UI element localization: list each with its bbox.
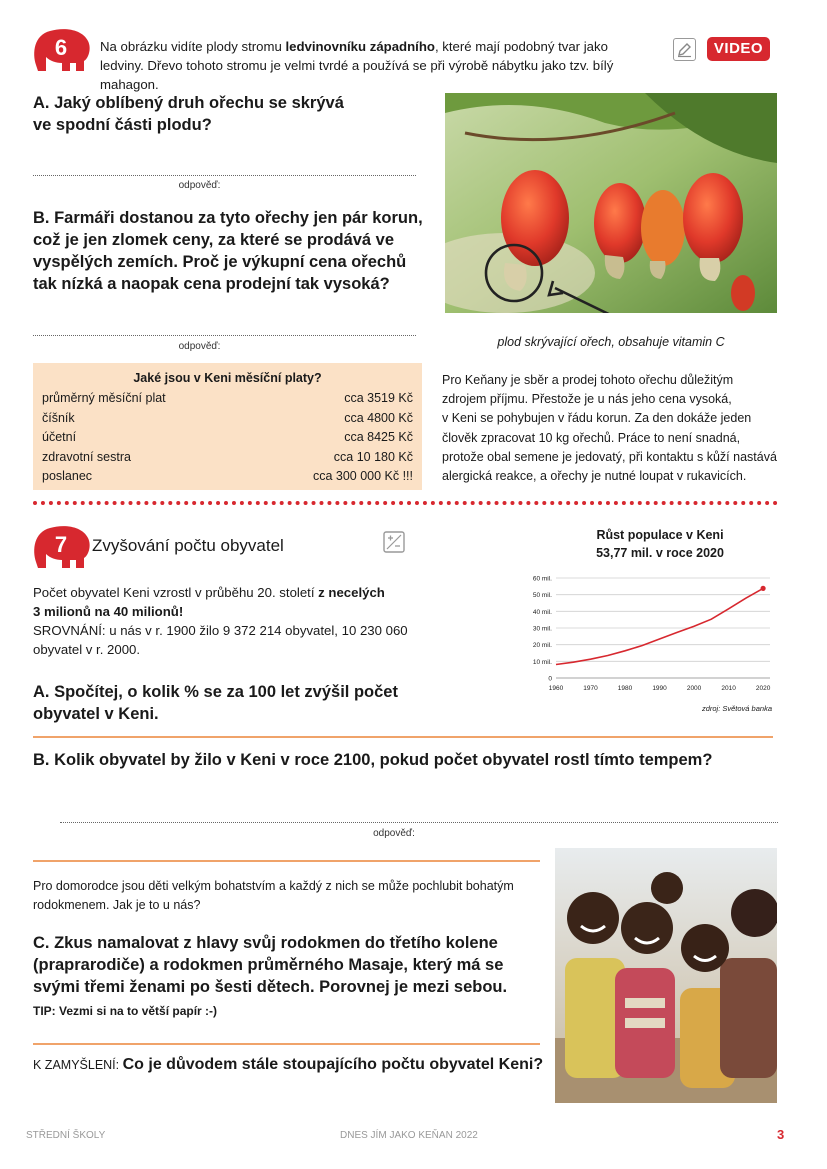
chart-source: zdroj: Světová banka	[701, 704, 772, 713]
y-tick-label: 0	[548, 675, 552, 683]
answer-line[interactable]	[60, 822, 778, 823]
task-7-elephant-badge	[30, 524, 92, 570]
footer-center: DNES JÍM JAKO KEŇAN 2022	[340, 1130, 478, 1141]
family-intro: Pro domorodce jsou děti velkým bohatstvím a každý z nich se může pochlubit bohatým rodokmenem. Jak je to u nás?	[33, 879, 514, 912]
salary-row: účetní cca 8425 Kč	[42, 430, 413, 444]
x-tick-label: 2000	[686, 685, 702, 692]
y-tick-label: 10 mil.	[532, 658, 552, 666]
tip-text: TIP: Vezmi si na to větší papír :-)	[33, 1004, 218, 1018]
x-tick-label: 2010	[721, 685, 736, 692]
salary-table	[33, 363, 422, 490]
end-point-marker	[760, 586, 765, 591]
x-tick-label: 1960	[548, 685, 564, 692]
salary-table-title: Jaké jsou v Keni měsíční platy?	[133, 371, 322, 385]
salary-row: průměrný měsíční plat cca 3519 Kč	[42, 391, 413, 405]
population-series-line	[556, 588, 763, 664]
separator-line	[33, 860, 540, 862]
y-tick-label: 20 mil.	[532, 642, 552, 650]
calculator-button[interactable]	[383, 531, 405, 553]
task-7-intro: Počet obyvatel Keni vzrostl v průběhu 20. století z necelých 3 milionů na 40 milionů! SROVNÁNÍ: u nás v r. 1900 žilo 9 372 214 obyvatel, 10 230 060 obyvatel v r. 2000.	[33, 585, 408, 657]
task-6-question-b: B. Farmáři dostanou za tyto ořechy jen pár korun, což je jen zlomek ceny, za které se prodává ve vyspělých zemích. Proč je výkupní cena ořechů tak nízká a naopak cena prodejní tak vysoká?	[33, 209, 423, 293]
task-6-elephant-badge	[30, 27, 92, 73]
x-tick-label: 1990	[652, 685, 667, 692]
section-divider	[33, 501, 778, 505]
cashew-fruit-photo	[445, 93, 777, 313]
cashew-info-paragraph: Pro Keňany je sběr a prodej tohoto ořechu důležitým zdrojem příjmu. Přestože je u nás jeho cena vysoká, v Keni se pohybujen v řádu korun. Za den dokáže jeden člověk zpracovat 10 kg ořechů. Práce to není snadná, protože obal semene je jedovatý, při kontaktu s kůží nastává alergická reakce, a ořechy je nutné loupat v rukavicích.	[442, 373, 777, 484]
salary-rows	[33, 385, 422, 487]
x-tick-label: 1970	[583, 685, 598, 692]
answer-label: odpověď:	[373, 828, 415, 839]
y-tick-label: 30 mil.	[532, 625, 552, 633]
task-6-question-a: A. Jaký oblíbený druh ořechu se skrývá ve spodní části plodu?	[33, 94, 344, 134]
video-button[interactable]: VIDEO	[707, 37, 770, 61]
plus-minus-icon	[383, 531, 405, 553]
task-number: 7	[54, 532, 68, 557]
answer-label: odpověď:	[178, 341, 221, 352]
edit-pen-button[interactable]	[673, 38, 696, 61]
y-tick-label: 40 mil.	[532, 608, 552, 616]
salary-row: číšník cca 4800 Kč	[42, 410, 413, 425]
answer-label: odpověď:	[178, 180, 221, 191]
task-7-question-c: C. Zkus namalovat z hlavy svůj rodokmen do třetího kolene (praprarodiče) a rodokmen průměrného Masaje, který má se svými třemi ženami po šesti dětech. Porovnej je mezi sebou.	[33, 934, 508, 996]
salary-row: poslanec cca 300 000 Kč !!!	[42, 469, 413, 483]
x-tick-label: 1980	[617, 685, 633, 692]
task-number: 6	[54, 35, 68, 60]
separator-line	[33, 736, 773, 738]
y-tick-label: 60 mil.	[532, 575, 552, 583]
pencil-icon	[674, 39, 695, 60]
page-number: 3	[777, 1127, 785, 1142]
population-chart	[520, 570, 780, 700]
y-tick-label: 50 mil.	[532, 592, 552, 600]
photo-caption: plod skrývající ořech, obsahuje vitamin C	[497, 335, 725, 349]
answer-line[interactable]	[33, 175, 416, 176]
x-tick-label: 2020	[755, 685, 771, 692]
separator-line	[33, 1043, 540, 1045]
task-7-question-b: B. Kolik obyvatel by žilo v Keni v roce 2100, pokud počet obyvatel rostl tímto tempem?	[33, 751, 713, 769]
children-photo	[555, 848, 777, 1103]
task-7-title: Zvyšování počtu obyvatel	[92, 536, 284, 555]
footer-left: STŘEDNÍ ŠKOLY	[26, 1130, 106, 1141]
salary-row: zdravotní sestra cca 10 180 Kč	[42, 449, 413, 464]
answer-line[interactable]	[33, 335, 416, 336]
task-7-question-a: A. Spočítej, o kolik % se za 100 let zvýšil počet obyvatel v Keni.	[33, 683, 398, 723]
chart-title: Růst populace v Keni 53,77 mil. v roce 2020	[596, 528, 724, 560]
think-about-question: K ZAMYŠLENÍ: Co je důvodem stále stoupajícího počtu obyvatel Keni?	[33, 1056, 544, 1073]
task-6-intro: Na obrázku vidíte plody stromu ledvinovníku západního, které mají podobný tvar jako ledviny. Dřevo tohoto stromu je velmi tvrdé a používá se při výrobě nábytku jako tzv. bílý mahagon.	[100, 39, 614, 92]
